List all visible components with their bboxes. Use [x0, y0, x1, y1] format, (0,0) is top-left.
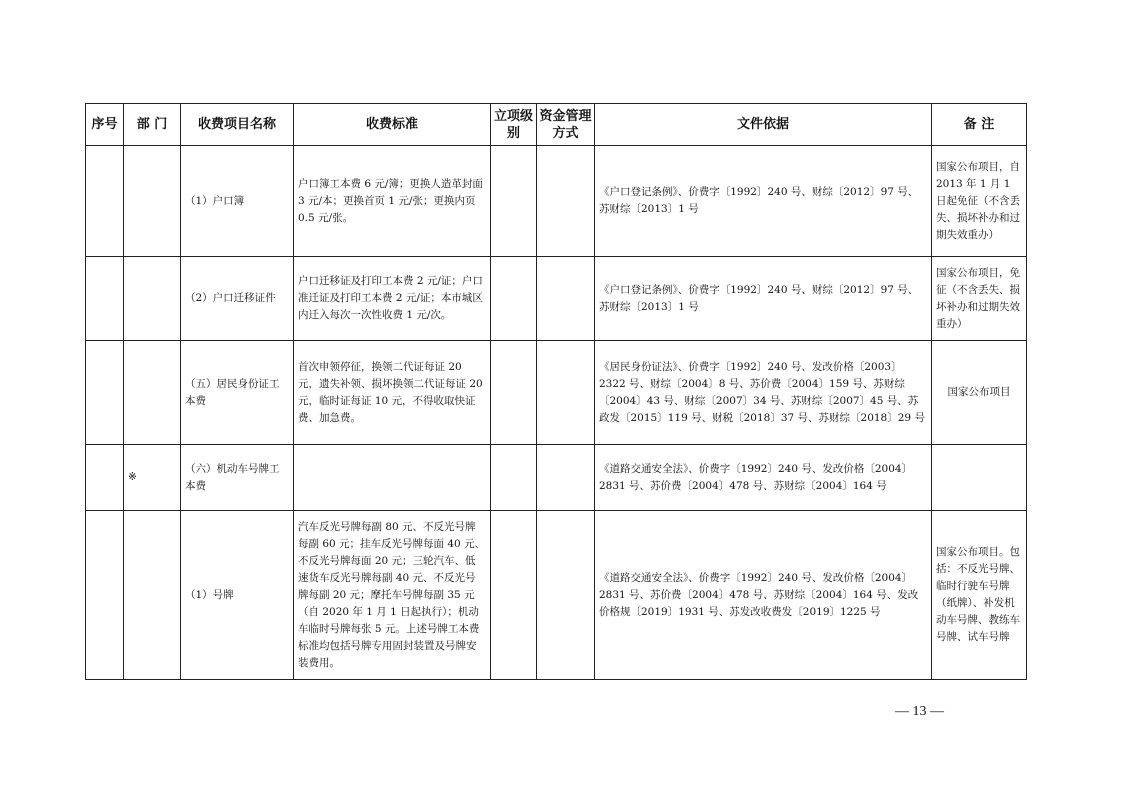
cell-note: 国家公布项目，自 2013 年 1 月 1 日起免征（不含丢失、损坏补办和过期失效重办）: [932, 146, 1027, 257]
fee-table: [85, 103, 1027, 680]
table-row: [86, 257, 1027, 341]
table-row: [86, 146, 1027, 257]
header-note: 备 注: [932, 104, 1027, 146]
cell-item-name: （1）号牌: [181, 511, 294, 680]
header-mgmt: 资金管理方式: [537, 104, 595, 146]
cell-mgmt: [537, 445, 595, 511]
cell-basis: 《道路交通安全法》、价费字〔1992〕240 号、发改价格〔2004〕2831 号、苏价费〔2004〕478 号、苏财综〔2004〕164 号: [595, 445, 932, 511]
cell-seq: [86, 341, 124, 445]
cell-dept: [124, 511, 181, 680]
cell-item-name: （五）居民身份证工本费: [181, 341, 294, 445]
cell-item-name: （2）户口迁移证件: [181, 257, 294, 341]
header-basis: 文件依据: [595, 104, 932, 146]
cell-level: [491, 146, 537, 257]
cell-basis: 《户口登记条例》、价费字〔1992〕240 号、财综〔2012〕97 号、苏财综〔2013〕1 号: [595, 257, 932, 341]
cell-standard: 户口簿工本费 6 元/簿；更换人造革封面 3 元/本；更换首页 1 元/张；更换内页 0.5 元/张。: [294, 146, 491, 257]
header-standard: 收费标准: [294, 104, 491, 146]
cell-dept: [124, 146, 181, 257]
cell-seq: [86, 146, 124, 257]
cell-standard: [294, 445, 491, 511]
cell-standard: 首次申领停征，换领二代证每证 20 元，遗失补领、损坏换领二代证每证 20 元，临时证每证 10 元，不得收取快证费、加急费。: [294, 341, 491, 445]
cell-level: [491, 511, 537, 680]
page-number: — 13 —: [895, 704, 944, 719]
cell-mgmt: [537, 146, 595, 257]
cell-seq: [86, 257, 124, 341]
cell-basis: 《道路交通安全法》、价费字〔1992〕240 号、发改价格〔2004〕2831 号、苏价费〔2004〕478 号、苏财综〔2004〕164 号、发改价格规〔2019〕1931 号、苏发改收费发〔2019〕1225 号: [595, 511, 932, 680]
cell-item-name: （1）户口簿: [181, 146, 294, 257]
cell-note: [932, 445, 1027, 511]
header-item-name: 收费项目名称: [181, 104, 294, 146]
cell-note: 国家公布项目: [932, 341, 1027, 445]
cell-standard: 户口迁移证及打印工本费 2 元/证；户口准迁证及打印工本费 2 元/证；本市城区内迁入每次一次性收费 1 元/次。: [294, 257, 491, 341]
cell-note: 国家公布项目，免征（不含丢失、损坏补办和过期失效重办）: [932, 257, 1027, 341]
cell-dept: [124, 257, 181, 341]
cell-item-name: （六）机动车号牌工本费: [181, 445, 294, 511]
cell-seq: [86, 511, 124, 680]
cell-dept: [124, 341, 181, 445]
cell-level: [491, 341, 537, 445]
cell-level: [491, 257, 537, 341]
header-seq: 序号: [86, 104, 124, 146]
table-header-row: [86, 104, 1027, 146]
cell-dept: ※: [124, 445, 181, 511]
cell-mgmt: [537, 511, 595, 680]
header-dept: 部 门: [124, 104, 181, 146]
table-row: [86, 445, 1027, 511]
cell-mgmt: [537, 257, 595, 341]
table-row: [86, 511, 1027, 680]
cell-mgmt: [537, 341, 595, 445]
cell-standard: 汽车反光号牌每副 80 元、不反光号牌每副 60 元；挂车反光号牌每面 40 元、不反光号牌每面 20 元；三轮汽车、低速货车反光号牌每副 40 元、不反光号牌每副 20 元；摩托车号牌每副 35 元（自 2020 年 1 月 1 日起执行）；机动车临时号牌每张 5 元。上述号牌工本费标准均包括号牌专用固封装置及号牌安装费用。: [294, 511, 491, 680]
cell-note: 国家公布项目。包括：不反光号牌、临时行驶车号牌（纸牌）、补发机动车号牌、教练车号牌、试车号牌: [932, 511, 1027, 680]
cell-basis: 《户口登记条例》、价费字〔1992〕240 号、财综〔2012〕97 号、苏财综〔2013〕1 号: [595, 146, 932, 257]
cell-basis: 《居民身份证法》、价费字〔1992〕240 号、发改价格〔2003〕2322 号、财综〔2004〕8 号、苏价费〔2004〕159 号、苏财综〔2004〕43 号、财综〔2007〕34 号、苏财综〔2007〕45 号、苏政发〔2015〕119 号、财税〔2018〕37 号、苏财综〔2018〕29 号: [595, 341, 932, 445]
header-level: 立项级别: [491, 104, 537, 146]
table-row: [86, 341, 1027, 445]
cell-level: [491, 445, 537, 511]
cell-seq: [86, 445, 124, 511]
